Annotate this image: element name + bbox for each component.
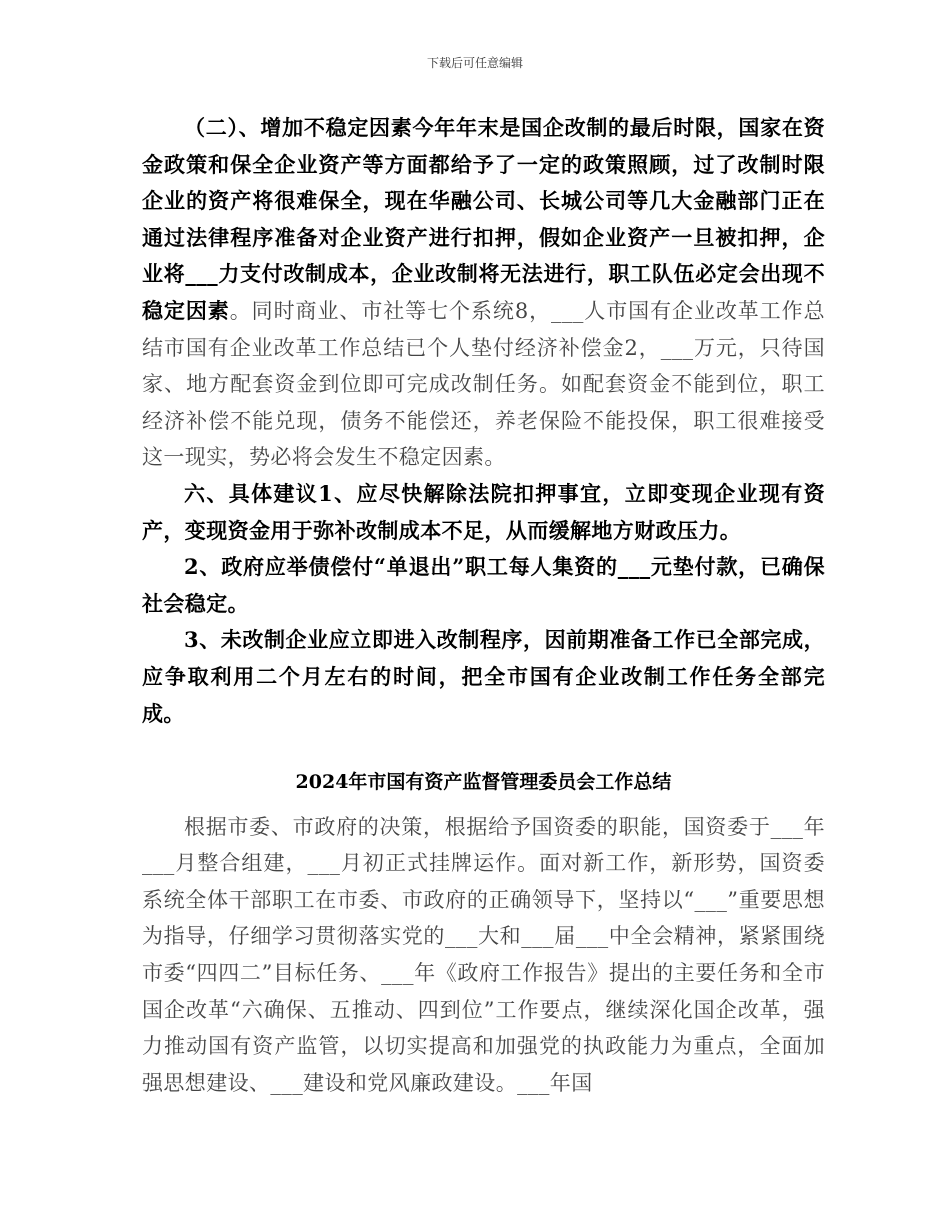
paragraph-instability-bold: （二）、增加不稳定因素今年年末是国企改制的最后时限，国家在资金政策和保全企业资产等方面都给予了一定的政策照顾，过了改制时限企业的资产将很难保全，现在华融公司、长城公司等几大金融部门正在通过法律程序准备对企业资产进行扣押，假如企业资产一旦被扣押，企业将___力支付改制成本，企业改制将无法进行，职工队伍必定会出现不稳定因素 xyxy=(142,115,825,323)
section-body: 根据市委、市政府的决策，根据给予国资委的职能，国资委于___年___月整合组建，___月初正式挂牌运作。面对新工作，新形势，国资委系统全体干部职工在市委、市政府的正确领导下，坚持以“___”重要思想为指导，仔细学习贯彻落实党的___大和___届___中全会精神，紧紧围绕市委“四四二”目标任务、___年《政府工作报告》提出的主要任务和全市国企改革“六确保、五推动、四到位”工作要点，继续深化国企改革，强力推动国有资产监管，以切实提高和加强党的执政能力为重点，全面加强思想建设、___建设和党风廉政建设。___年国 xyxy=(142,814,825,1095)
document-body xyxy=(142,110,825,1101)
paragraph-instability-regular: 。同时商业、市社等七个系统8，___人市国有企业改革工作总结市国有企业改革工作总结已个人垫付经济补偿金2，___万元，只待国家、地方配套资金到位即可完成改制任务。如配套资金不能到位，职工经济补偿不能兑现，债务不能偿还，养老保险不能投保，职工很难接受这一现实，势必将会发生不稳定因素。 xyxy=(142,298,825,470)
paragraph-suggestion-1: 六、具体建议1、应尽快解除法院扣押事宜，立即变现企业现有资产，变现资金用于弥补改制成本不足，从而缓解地方财政压力。 xyxy=(142,480,825,543)
paragraph-instability xyxy=(142,110,825,476)
page-header: 下载后可任意编辑 xyxy=(426,56,523,70)
paragraph-suggestion-3: 3、未改制企业应立即进入改制程序，因前期准备工作已全部完成，应争取利用二个月左右的时间，把全市国有企业改制工作任务全部完成。 xyxy=(142,627,825,726)
paragraph-suggestion-2: 2、政府应举债偿付“单退出”职工每人集资的___元垫付款，已确保社会稳定。 xyxy=(142,554,825,616)
section-title: 2024年市国有资产监督管理委员会工作总结 xyxy=(295,771,672,794)
